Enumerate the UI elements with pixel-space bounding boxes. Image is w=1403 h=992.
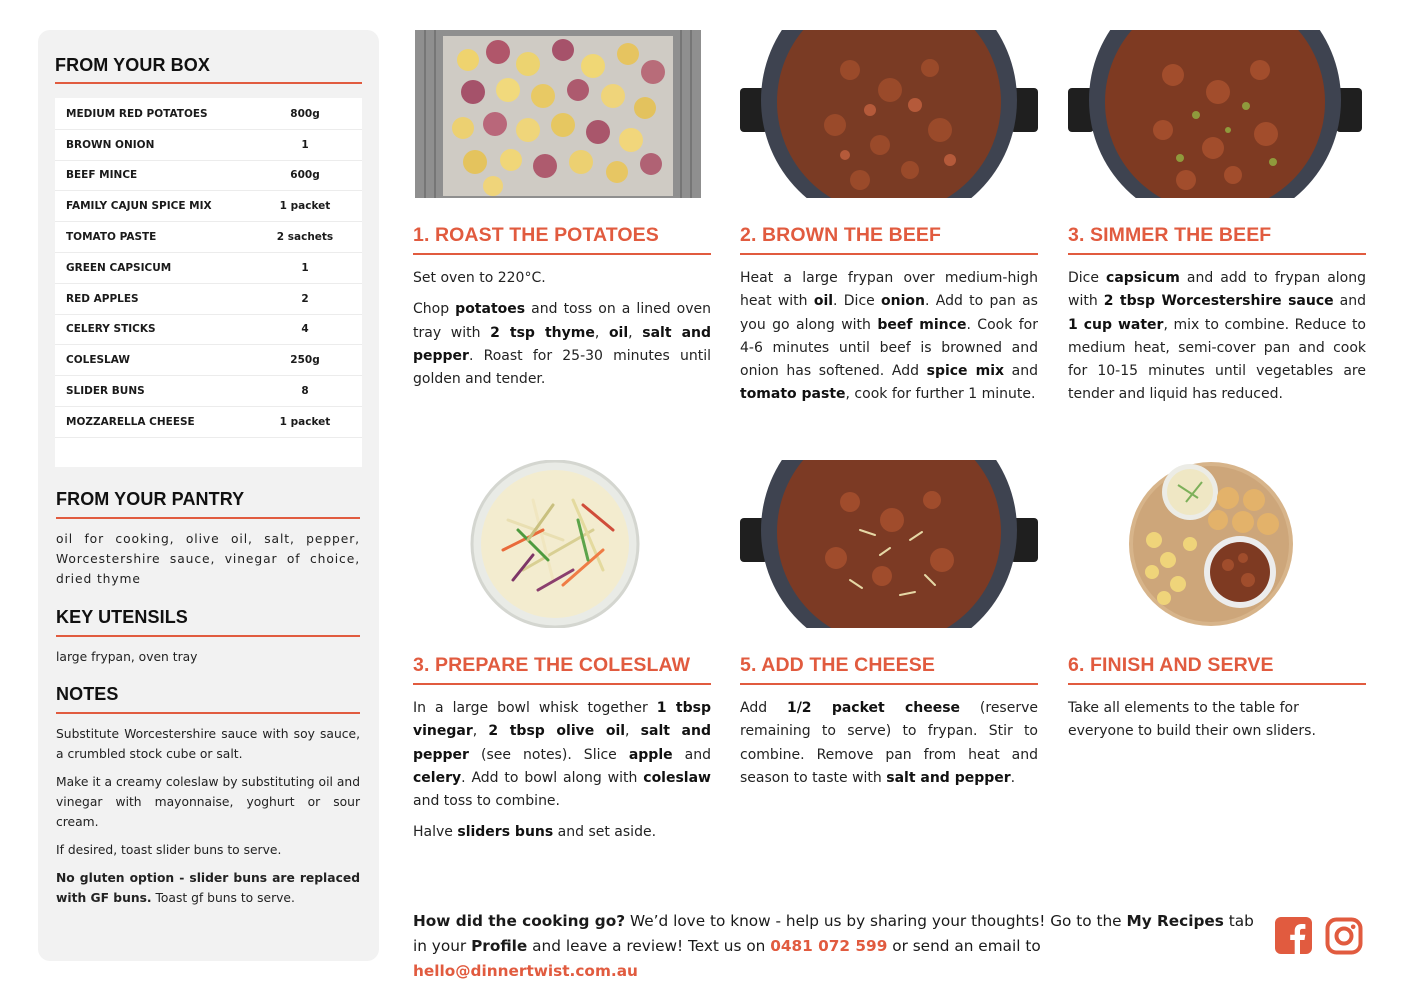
- step-1-paragraph-1: Set oven to 220°C.: [413, 270, 546, 286]
- my-recipes-link[interactable]: My Recipes: [1126, 912, 1224, 930]
- facebook-icon[interactable]: [1275, 917, 1313, 955]
- highlighted-ingredient: celery: [413, 769, 462, 786]
- highlighted-ingredient: oil: [813, 293, 834, 310]
- ingredient-quantity: 2 sachets: [276, 231, 334, 244]
- instruction-text: ,: [628, 324, 643, 341]
- highlighted-ingredient: 1 cup water: [1068, 316, 1164, 333]
- step-2-paragraph: [740, 267, 1038, 407]
- ingredient-quantity: 1 packet: [279, 415, 331, 428]
- note-1: Substitute Worcestershire sauce with soy sauce, a crumbled stock cube or salt.: [56, 727, 360, 761]
- note-4-rest: Toast gf buns to serve.: [151, 891, 295, 905]
- feedback-question: How did the cooking go?: [413, 912, 626, 930]
- step-1-title: 1. ROAST THE POTATOES: [413, 224, 659, 246]
- ingredient-row: [55, 99, 362, 130]
- divider: [1068, 683, 1366, 685]
- ingredient-name: TOMATO PASTE: [66, 231, 157, 244]
- ingredient-row: [55, 161, 362, 192]
- ingredient-name: FAMILY CAJUN SPICE MIX: [66, 200, 212, 213]
- ingredient-row: [55, 376, 362, 407]
- highlighted-ingredient: 2 tsp thyme: [490, 324, 595, 341]
- instruction-text: and: [1004, 363, 1038, 380]
- step-4-title: 3. PREPARE THE COLESLAW: [413, 654, 691, 676]
- ingredient-quantity: 250g: [290, 354, 320, 367]
- footer-text: and leave a review! Text us on: [527, 937, 771, 955]
- from-your-box-title: FROM YOUR BOX: [55, 55, 210, 75]
- step-4-paragraph-1: [413, 697, 711, 813]
- instruction-text: and set aside.: [553, 824, 657, 841]
- highlighted-ingredient: 2 tbsp olive oil: [488, 723, 626, 740]
- step-3-paragraph: [1068, 267, 1366, 407]
- ingredient-quantity: 8: [301, 385, 309, 398]
- notes-section: [56, 684, 360, 916]
- instruction-text: ,: [472, 723, 489, 740]
- instruction-text: Chop: [413, 301, 456, 318]
- instruction-text: and: [672, 746, 711, 763]
- from-your-pantry-title: FROM YOUR PANTRY: [56, 489, 245, 509]
- highlighted-ingredient: 1 tbsp vinegar: [413, 700, 712, 740]
- highlighted-ingredient: tomato paste: [740, 386, 846, 403]
- instruction-text: Heat a large frypan over medium-high heat with: [740, 270, 1038, 310]
- ingredient-row: [55, 191, 362, 222]
- divider: [413, 683, 711, 685]
- divider: [413, 253, 711, 255]
- divider: [56, 712, 360, 714]
- pantry-section: [56, 489, 360, 589]
- ingredients-table: [55, 98, 362, 467]
- instruction-text: Dice: [1068, 270, 1107, 286]
- ingredient-quantity: 1: [301, 138, 309, 151]
- ingredient-quantity: 4: [301, 323, 309, 336]
- instruction-text: and toss on a lined oven tray with: [413, 301, 711, 341]
- ingredient-name: COLESLAW: [66, 354, 130, 367]
- highlighted-ingredient: beef mince: [877, 316, 967, 333]
- key-utensils-title: KEY UTENSILS: [56, 607, 188, 627]
- divider: [740, 253, 1038, 255]
- instagram-icon[interactable]: [1325, 917, 1363, 955]
- instruction-text: (reserve remaining to serve) to frypan. Stir to combine. Remove pan from heat and season to taste with: [740, 700, 1038, 786]
- email-link[interactable]: hello@dinnertwist.com.au: [413, 962, 638, 980]
- pantry-text: oil for cooking, olive oil, salt, pepper, Worcestershire sauce, vinegar of choice, dried thyme: [56, 532, 360, 586]
- note-4: [56, 868, 360, 908]
- coleslaw-photo: [413, 460, 711, 628]
- highlighted-ingredient: potatoes: [455, 301, 526, 318]
- step-5-title: 5. ADD THE CHEESE: [740, 654, 935, 676]
- instruction-text: and add to frypan along with: [1068, 270, 1366, 310]
- ingredient-name: BEEF MINCE: [66, 169, 138, 182]
- footer-text: or send an email to: [887, 937, 1041, 955]
- feedback-footer: [413, 909, 1263, 984]
- ingredient-name: MEDIUM RED POTATOES: [66, 107, 208, 120]
- ingredient-name: BROWN ONION: [66, 138, 155, 151]
- footer-text: tab in your: [413, 912, 1254, 955]
- instruction-text: Take all elements to the table for everyone to build their own sliders.: [1068, 700, 1316, 740]
- ingredient-quantity: 600g: [290, 169, 320, 182]
- step-4-paragraph-2: [413, 821, 711, 844]
- instruction-text: Halve: [413, 824, 458, 841]
- step-4-body: [413, 697, 711, 853]
- ingredient-quantity: 1: [301, 261, 309, 274]
- notes-title: NOTES: [56, 684, 119, 704]
- ingredient-row: [55, 222, 362, 253]
- highlighted-ingredient: apple: [628, 746, 673, 763]
- highlighted-ingredient: sliders buns: [457, 824, 554, 841]
- ingredient-row: [55, 345, 362, 376]
- highlighted-ingredient: 1/2 packet cheese: [786, 700, 961, 716]
- browned-beef-photo: [740, 30, 1038, 198]
- ingredients-panel: [38, 30, 379, 961]
- ingredient-row: [55, 284, 362, 315]
- ingredient-row: [55, 130, 362, 161]
- step-5-paragraph: [740, 697, 1038, 790]
- divider: [55, 82, 362, 84]
- phone-link[interactable]: 0481 072 599: [770, 937, 888, 955]
- instruction-text: . Dice: [833, 293, 882, 310]
- ingredient-quantity: 1 packet: [279, 200, 331, 213]
- ingredient-name: CELERY STICKS: [66, 323, 156, 336]
- ingredient-name: SLIDER BUNS: [66, 385, 145, 398]
- highlighted-ingredient: salt and pepper: [886, 769, 1011, 786]
- profile-link[interactable]: Profile: [471, 937, 528, 955]
- highlighted-ingredient: coleslaw: [643, 769, 711, 786]
- note-4-bold: No gluten option - slider buns are replaced with GF buns.: [56, 871, 360, 905]
- divider: [1068, 253, 1366, 255]
- highlighted-ingredient: capsicum: [1106, 270, 1180, 286]
- highlighted-ingredient: oil: [608, 324, 629, 341]
- note-3: If desired, toast slider buns to serve.: [56, 843, 282, 857]
- step-2-title: 2. BROWN THE BEEF: [740, 224, 942, 246]
- step-1-body: [413, 267, 711, 399]
- instruction-text: , mix to combine. Reduce to medium heat, semi-cover pan and cook for 10-15 minutes until vegetables are tender and liquid has reduced.: [1068, 316, 1367, 403]
- instruction-text: .: [1010, 769, 1016, 786]
- instruction-text: , cook for further 1 minute.: [845, 386, 1036, 403]
- step-3-title: 3. SIMMER THE BEEF: [1068, 224, 1272, 246]
- highlighted-ingredient: onion: [881, 293, 926, 310]
- instruction-text: and: [1333, 293, 1366, 310]
- note-2: Make it a creamy coleslaw by substituting oil and vinegar with mayonnaise, yoghurt or sour cream.: [56, 775, 360, 829]
- divider: [740, 683, 1038, 685]
- ingredient-row: [55, 253, 362, 284]
- step-1-paragraph-2: [413, 298, 711, 391]
- step-6-title: 6. FINISH AND SERVE: [1068, 654, 1274, 676]
- instruction-text: In a large bowl whisk together: [413, 700, 657, 716]
- served-platter-photo: [1068, 460, 1366, 628]
- divider: [56, 517, 360, 519]
- instruction-text: . Add to bowl along with: [461, 769, 644, 786]
- footer-text: We’d love to know - help us by sharing your thoughts! Go to the: [625, 912, 1127, 930]
- step-5-body: [740, 697, 1038, 798]
- ingredient-name: RED APPLES: [66, 292, 139, 305]
- ingredient-row: [55, 315, 362, 346]
- instruction-text: (see notes). Slice: [468, 746, 629, 763]
- divider: [56, 635, 360, 637]
- step-6-paragraph: [1068, 697, 1366, 744]
- roasted-potatoes-photo: [413, 30, 711, 198]
- step-2-body: [740, 267, 1038, 415]
- instruction-text: and toss to combine.: [413, 793, 560, 810]
- instruction-text: . Roast for 25-30 minutes until golden and tender.: [413, 347, 711, 388]
- ingredient-name: GREEN CAPSICUM: [66, 261, 172, 274]
- highlighted-ingredient: salt and pepper: [413, 723, 711, 763]
- step-3-body: [1068, 267, 1366, 415]
- highlighted-ingredient: salt and pepper: [413, 324, 712, 364]
- instruction-text: Add: [740, 700, 787, 716]
- instruction-text: . Add to pan as you go along with: [740, 293, 1038, 333]
- ingredient-quantity: 800g: [290, 107, 320, 120]
- cheese-beef-photo: [740, 460, 1038, 628]
- instruction-text: ,: [594, 324, 609, 341]
- highlighted-ingredient: spice mix: [926, 363, 1005, 380]
- step-6-body: [1068, 697, 1366, 752]
- ingredient-row: [55, 407, 362, 438]
- ingredient-quantity: 2: [301, 292, 309, 305]
- instruction-text: . Cook for 4-6 minutes until beef is browned and onion has softened. Add: [740, 316, 1038, 380]
- utensils-section: [56, 607, 360, 667]
- instruction-text: ,: [625, 723, 641, 740]
- ingredient-name: MOZZARELLA CHEESE: [66, 415, 195, 428]
- highlighted-ingredient: 2 tbsp Worcestershire sauce: [1103, 293, 1334, 310]
- simmered-beef-photo: [1068, 30, 1366, 198]
- utensils-text: large frypan, oven tray: [56, 650, 198, 664]
